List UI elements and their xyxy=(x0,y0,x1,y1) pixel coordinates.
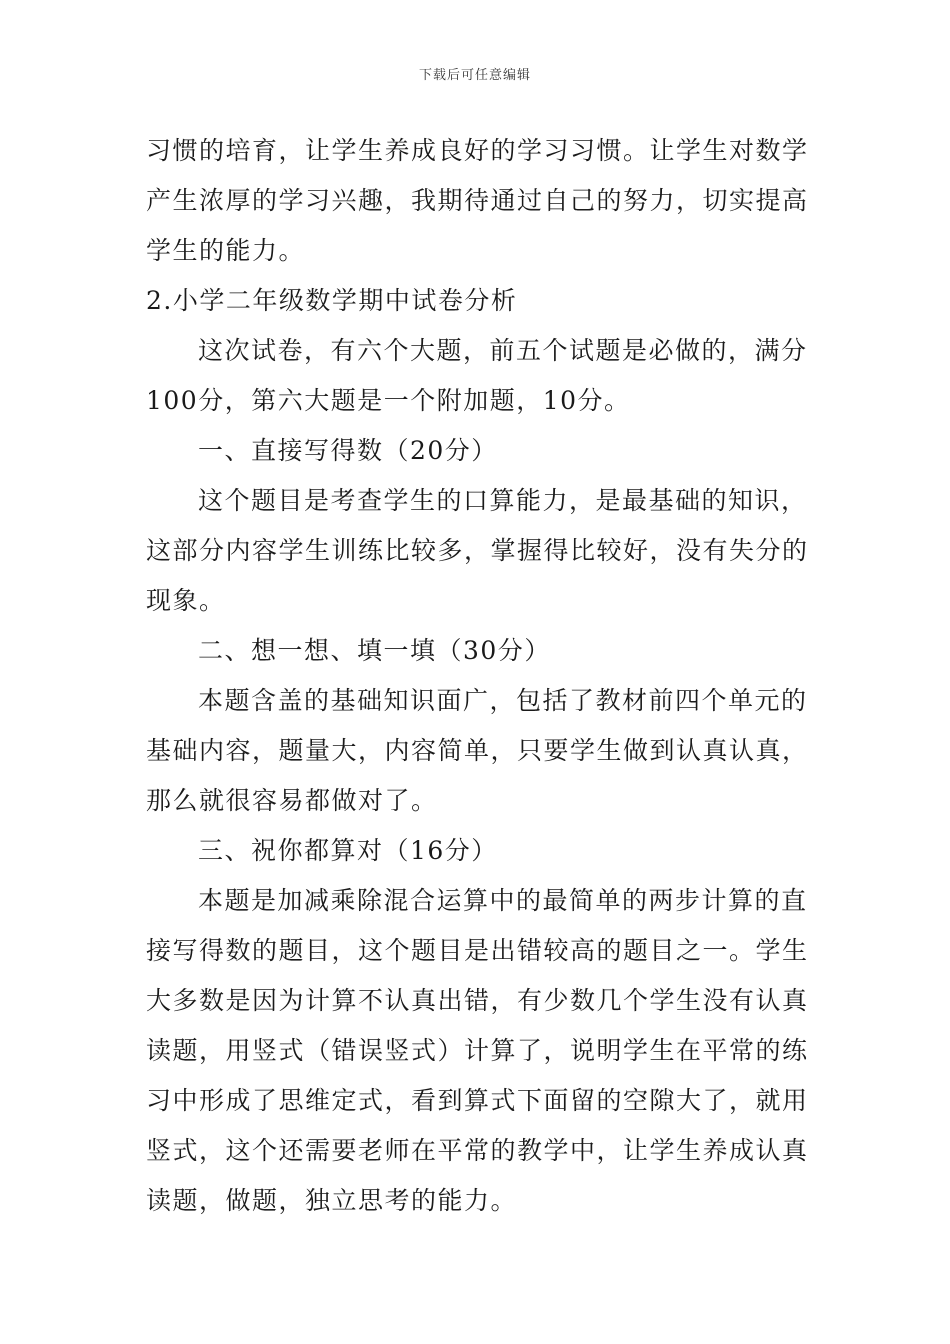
paragraph-line: 竖式，这个还需要老师在平常的教学中，让学生养成认真 xyxy=(146,1136,809,1165)
subsection-heading: 一、直接写得数（20分） xyxy=(198,436,498,465)
paragraph-line: 100分，第六大题是一个附加题，10分。 xyxy=(146,386,631,415)
paragraph-line: 习中形成了思维定式，看到算式下面留的空隙大了，就用 xyxy=(146,1086,809,1115)
paragraph-line: 基础内容，题量大，内容简单，只要学生做到认真认真， xyxy=(146,736,809,765)
paragraph-line: 本题是加减乘除混合运算中的最简单的两步计算的直 xyxy=(198,886,808,915)
paragraph-line: 现象。 xyxy=(146,586,226,615)
paragraph-line: 大多数是因为计算不认真出错，有少数几个学生没有认真 xyxy=(146,986,809,1015)
paragraph-line: 学生的能力。 xyxy=(146,236,306,265)
paragraph-line: 产生浓厚的学习兴趣，我期待通过自己的努力，切实提高 xyxy=(146,186,809,215)
paragraph-line: 读题，做题，独立思考的能力。 xyxy=(146,1186,518,1215)
paragraph-line: 这个题目是考查学生的口算能力，是最基础的知识， xyxy=(198,486,808,515)
document-body xyxy=(146,126,808,1226)
paragraph-line: 这次试卷，有六个大题，前五个试题是必做的，满分 xyxy=(198,336,808,365)
paragraph-line: 那么就很容易都做对了。 xyxy=(146,786,438,815)
paragraph-line: 读题，用竖式（错误竖式）计算了，说明学生在平常的练 xyxy=(146,1036,809,1065)
paragraph-line: 本题含盖的基础知识面广，包括了教材前四个单元的 xyxy=(198,686,808,715)
subsection-heading: 三、祝你都算对（16分） xyxy=(198,836,498,865)
subsection-heading: 二、想一想、填一填（30分） xyxy=(198,636,551,665)
paragraph-line: 接写得数的题目，这个题目是出错较高的题目之一。学生 xyxy=(146,936,809,965)
section-title: 2.小学二年级数学期中试卷分析 xyxy=(146,286,518,315)
page-header: 下载后可任意编辑 xyxy=(418,68,531,83)
paragraph-line: 这部分内容学生训练比较多，掌握得比较好，没有失分的 xyxy=(146,536,809,565)
paragraph-line: 习惯的培育，让学生养成良好的学习习惯。让学生对数学 xyxy=(146,136,809,165)
